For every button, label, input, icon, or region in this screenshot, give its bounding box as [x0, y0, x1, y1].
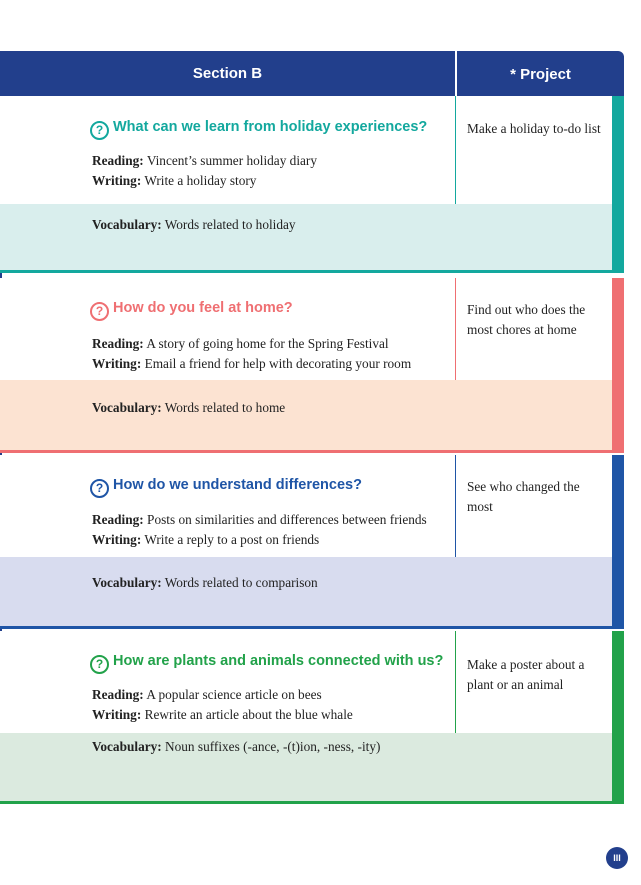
reading-writing	[92, 510, 427, 550]
column-divider	[455, 631, 456, 733]
column-divider	[455, 96, 456, 204]
question-mark-icon: ?	[90, 479, 109, 498]
writing-label: Writing:	[92, 356, 142, 371]
writing-text: Rewrite an article about the blue whale	[144, 707, 353, 722]
vocabulary-band	[0, 733, 612, 801]
unit-row	[0, 96, 624, 273]
vocabulary-band	[0, 557, 612, 626]
writing-label: Writing:	[92, 707, 142, 722]
reading-label: Reading:	[92, 153, 144, 168]
vocabulary-text: Noun suffixes (-ance, -(t)ion, -ness, -ity)	[165, 739, 381, 754]
writing-text: Write a holiday story	[144, 173, 257, 188]
project-text: Find out who does the most chores at home	[467, 302, 586, 337]
writing-label: Writing:	[92, 532, 142, 547]
reading-writing	[92, 151, 317, 191]
reading-writing	[92, 685, 353, 725]
reading-text: Vincent’s summer holiday diary	[146, 153, 317, 168]
writing-label: Writing:	[92, 173, 142, 188]
question-mark-icon: ?	[90, 121, 109, 140]
row-bottom-border	[0, 801, 624, 804]
accent-bar	[612, 631, 624, 804]
table-header	[0, 51, 624, 96]
question-mark-icon: ?	[90, 302, 109, 321]
row-bottom-border	[0, 270, 624, 273]
vocabulary-text: Words related to home	[164, 400, 286, 415]
column-divider	[455, 278, 456, 380]
row-bottom-border	[0, 450, 624, 453]
unit-question: ? What can we learn from holiday experiences?	[90, 119, 427, 140]
accent-bar	[612, 278, 624, 453]
unit-row	[0, 455, 624, 629]
project-text: Make a holiday to-do list	[467, 121, 601, 136]
column-divider	[455, 455, 456, 557]
unit-row	[0, 278, 624, 453]
unit-question: ? How do we understand differences?	[90, 477, 362, 498]
vocabulary-label: Vocabulary:	[92, 217, 162, 232]
vocabulary-label: Vocabulary:	[92, 739, 162, 754]
vocabulary-text: Words related to holiday	[164, 217, 296, 232]
reading-writing	[92, 334, 411, 374]
unit-question: ? How are plants and animals connected with us?	[90, 653, 443, 674]
writing-text: Email a friend for help with decorating your room	[144, 356, 412, 371]
reading-label: Reading:	[92, 336, 144, 351]
reading-text: A popular science article on bees	[146, 687, 322, 702]
accent-bar	[612, 455, 624, 629]
question-mark-icon: ?	[90, 655, 109, 674]
vocabulary-label: Vocabulary:	[92, 575, 162, 590]
reading-label: Reading:	[92, 512, 144, 527]
reading-text: Posts on similarities and differences between friends	[147, 512, 427, 527]
project-heading: * Project	[510, 66, 571, 83]
vocabulary-band	[0, 380, 612, 450]
unit-question: ? How do you feel at home?	[90, 300, 293, 321]
section-b-heading: Section B	[192, 65, 263, 82]
accent-bar	[612, 96, 624, 273]
reading-label: Reading:	[92, 687, 144, 702]
vocabulary-band	[0, 204, 612, 270]
project-text: See who changed the most	[467, 479, 580, 514]
project-text: Make a poster about a plant or an animal	[467, 657, 585, 692]
unit-row	[0, 631, 624, 804]
page-number-badge: III	[606, 847, 628, 869]
writing-text: Write a reply to a post on friends	[144, 532, 320, 547]
vocabulary-text: Words related to comparison	[164, 575, 318, 590]
row-bottom-border	[0, 626, 624, 629]
vocabulary-label: Vocabulary:	[92, 400, 162, 415]
reading-text: A story of going home for the Spring Festival	[146, 336, 389, 351]
